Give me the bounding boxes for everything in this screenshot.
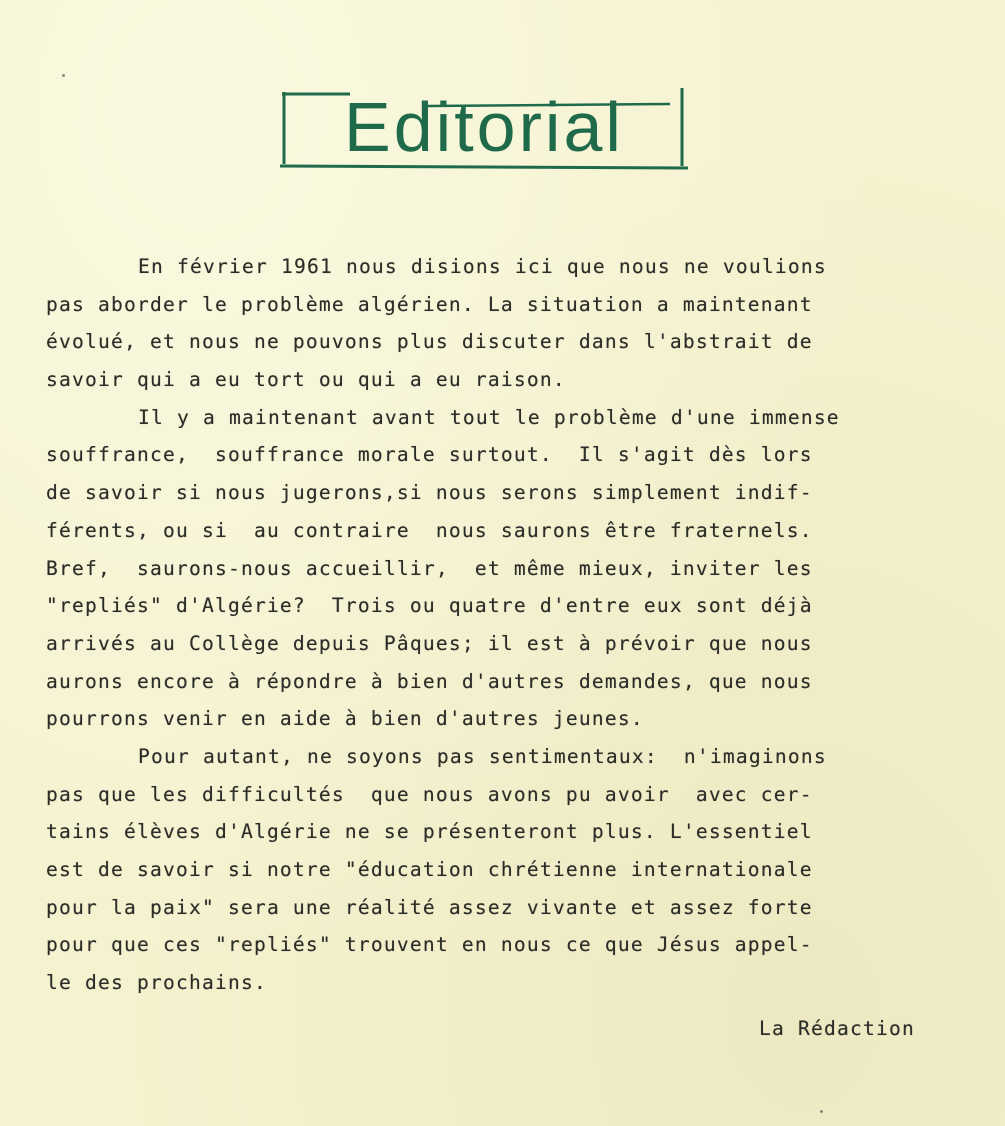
text-line <box>46 248 926 286</box>
text-line <box>46 738 926 776</box>
text-line <box>46 361 926 399</box>
line-text: est de savoir si notre "éducation chrétienne internationale <box>46 858 813 881</box>
line-text: Il y a maintenant avant tout le problème d'une immense <box>138 405 840 429</box>
text-line <box>46 889 926 927</box>
text-line <box>46 512 926 550</box>
text-line <box>46 436 926 474</box>
text-line <box>46 964 926 1002</box>
text-line <box>46 625 926 663</box>
text-line <box>46 776 926 814</box>
paper-speck <box>820 1110 823 1113</box>
text-line <box>46 851 926 889</box>
line-text: pas que les difficultés que nous avons pu avoir avec cer- <box>46 782 813 806</box>
text-line <box>46 926 926 964</box>
line-text: arrivés au Collège depuis Pâques; il est à prévoir que nous <box>46 631 813 655</box>
text-line <box>46 323 926 361</box>
line-text: aurons encore à répondre à bien d'autres demandes, que nous <box>46 669 813 693</box>
line-text: pas aborder le problème algérien. La situation a maintenant <box>46 292 813 316</box>
line-text: évolué, et nous ne pouvons plus discuter dans l'abstrait de <box>46 330 813 354</box>
line-text: le des prochains. <box>46 971 267 995</box>
line-text: pour la paix" sera une réalité assez vivante et assez forte <box>46 895 813 919</box>
editorial-body <box>46 248 926 1002</box>
line-text: férents, ou si au contraire nous saurons être fraternels. <box>46 518 813 542</box>
line-text: de savoir si nous jugerons,si nous serons simplement indif- <box>46 481 813 505</box>
line-text: "repliés" d'Algérie? Trois ou quatre d'entre eux sont déjà <box>46 594 813 618</box>
text-line <box>46 550 926 588</box>
signature: La Rédaction <box>759 1017 915 1040</box>
page-title: Editorial <box>344 88 624 166</box>
editorial-title-block <box>278 84 690 176</box>
text-line <box>46 700 926 738</box>
line-text: tains élèves d'Algérie ne se présenteront plus. L'essentiel <box>46 820 813 844</box>
line-text: savoir qui a eu tort ou qui a eu raison. <box>46 368 566 392</box>
text-line <box>46 663 926 701</box>
line-text: souffrance, souffrance morale surtout. Il s'agit dès lors <box>46 443 813 467</box>
text-line <box>46 399 926 437</box>
line-text: Bref, saurons-nous accueillir, et même mieux, inviter les <box>46 556 813 580</box>
line-text: pourrons venir en aide à bien d'autres jeunes. <box>46 707 644 731</box>
text-line <box>46 587 926 625</box>
line-text: En février 1961 nous disions ici que nous ne voulions <box>138 255 827 278</box>
line-text: Pour autant, ne soyons pas sentimentaux: n'imaginons <box>138 744 827 768</box>
text-line <box>46 474 926 512</box>
line-text: pour que ces "repliés" trouvent en nous ce que Jésus appel- <box>46 933 813 957</box>
paper-speck <box>62 74 65 77</box>
text-line <box>46 813 926 851</box>
text-line <box>46 286 926 324</box>
